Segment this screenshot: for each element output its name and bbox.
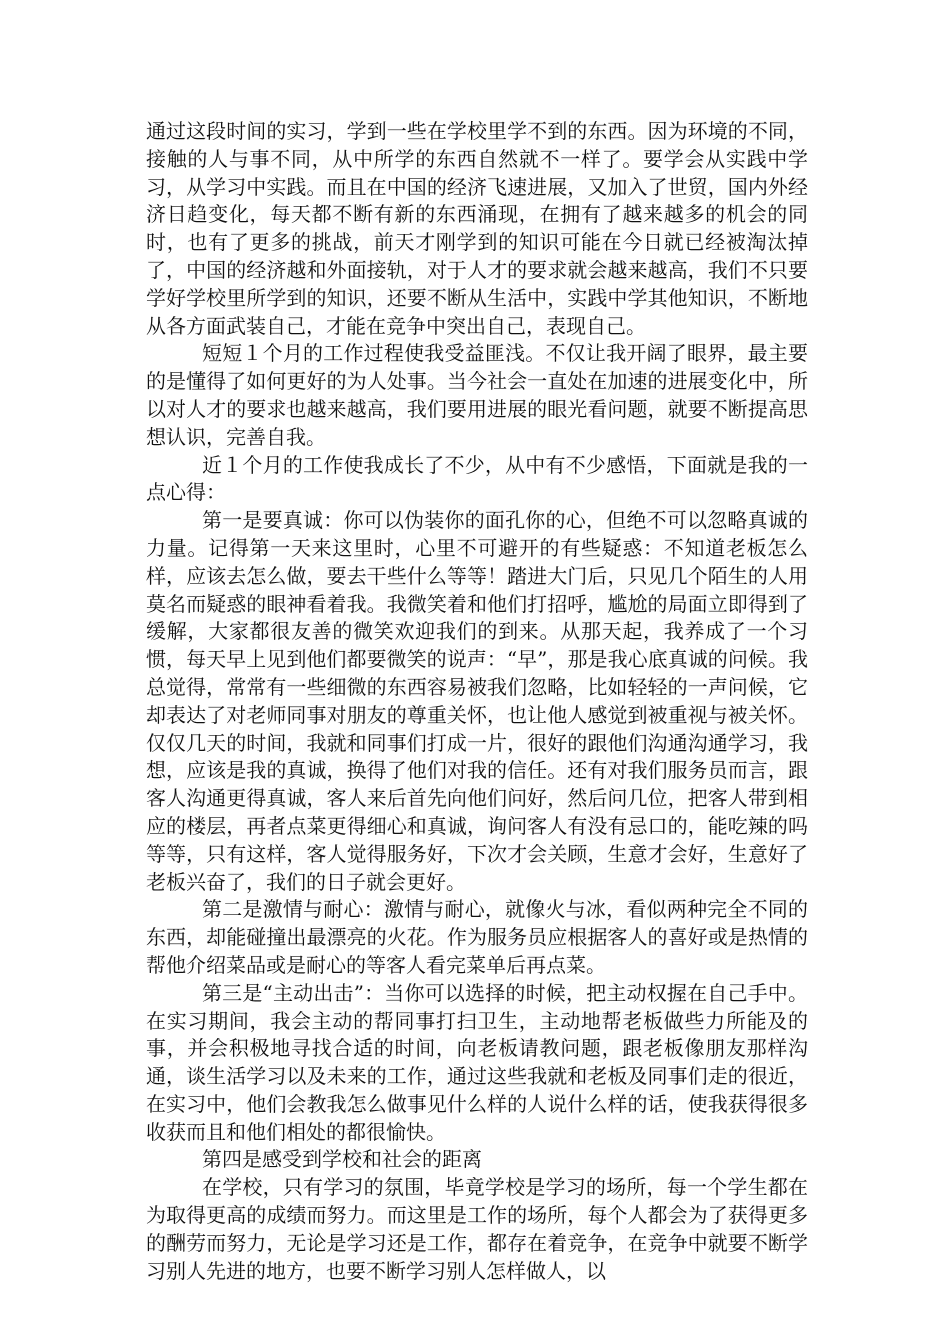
paragraph-7: 第四是感受到学校和社会的距离	[202, 1147, 482, 1172]
paragraph-5: 第二是激情与耐心：激情与耐心，就像火与冰，看似两种完全不同的东西，却能碰撞出最漂亮的火花。作为服务员应根据客人的喜好或是热情的帮他介绍菜品或是耐心的等客人看完菜单后再点菜。	[146, 897, 808, 977]
paragraph-2: 短短１个月的工作过程使我受益匪浅。不仅让我开阔了眼界，最主要的是懂得了如何更好的为人处事。当今社会一直处在加速的进展变化中，所以对人才的要求也越来越高，我们要用进展的眼光看问题，就要不断提高思想认识，完善自我。	[146, 341, 808, 449]
paragraph-1: 通过这段时间的实习，学到一些在学校里学不到的东西。因为环境的不同，接触的人与事不同，从中所学的东西自然就不一样了。要学会从实践中学习，从学习中实践。而且在中国的经济飞速进展，又加入了世贸，国内外经济日趋变化，每天都不断有新的东西涌现，在拥有了越来越多的机会的同时，也有了更多的挑战，前天才刚学到的知识可能在今日就已经被淘汰掉了，中国的经济越和外面接轨，对于人才的要求就会越来越高，我们不只要学好学校里所学到的知识，还要不断从生活中，实践中学其他知识，不断地从各方面武装自己，才能在竞争中突出自己，表现自己。	[146, 119, 808, 338]
paragraph-4: 第一是要真诚：你可以伪装你的面孔你的心，但绝不可以忽略真诚的力量。记得第一天来这里时，心里不可避开的有些疑惑：不知道老板怎么样，应该去怎么做，要去干些什么等等！踏进大门后，只见几个陌生的人用莫名而疑惑的眼神看着我。我微笑着和他们打招呼，尴尬的局面立即得到了缓解，大家都很友善的微笑欢迎我们的到来。从那天起，我养成了一个习惯，每天早上见到他们都要微笑的说声：“早”，那是我心底真诚的问候。我总觉得，常常有一些细微的东西容易被我们忽略，比如轻轻的一声问候，它却表达了对老师同事对朋友的尊重关怀，也让他人感觉到被重视与被关怀。仅仅几天的时间，我就和同事们打成一片，很好的跟他们沟通沟通学习，我想，应该是我的真诚，换得了他们对我的信任。还有对我们服务员而言，跟客人沟通更得真诚，客人来后首先向他们问好，然后问几位，把客人带到相应的楼层，再者点菜更得细心和真诚，询问客人有没有忌口的，能吃辣的吗等等，只有这样，客人觉得服务好，下次才会关顾，生意才会好，生意好了老板兴奋了，我们的日子就会更好。	[146, 508, 808, 894]
paragraph-3: 近１个月的工作使我成长了不少，从中有不少感悟，下面就是我的一点心得：	[146, 452, 808, 505]
paragraph-6: 第三是“主动出击”：当你可以选择的时候，把主动权握在自己手中。在实习期间，我会主动的帮同事打扫卫生，主动地帮老板做些力所能及的事，并会积极地寻找合适的时间，向老板请教问题，跟老板像朋友那样沟通，谈生活学习以及未来的工作，通过这些我就和老板及同事们走的很近，在实习中，他们会教我怎么做事见什么样的人说什么样的话，使我获得很多收获而且和他们相处的都很愉快。	[146, 980, 808, 1144]
document-body	[146, 118, 808, 1285]
paragraph-8: 在学校，只有学习的氛围，毕竟学校是学习的场所，每一个学生都在为取得更高的成绩而努力。而这里是工作的场所，每个人都会为了获得更多的酬劳而努力，无论是学习还是工作，都存在着竞争，在竞争中就要不断学习别人先进的地方，也要不断学习别人怎样做人，以	[146, 1175, 808, 1283]
